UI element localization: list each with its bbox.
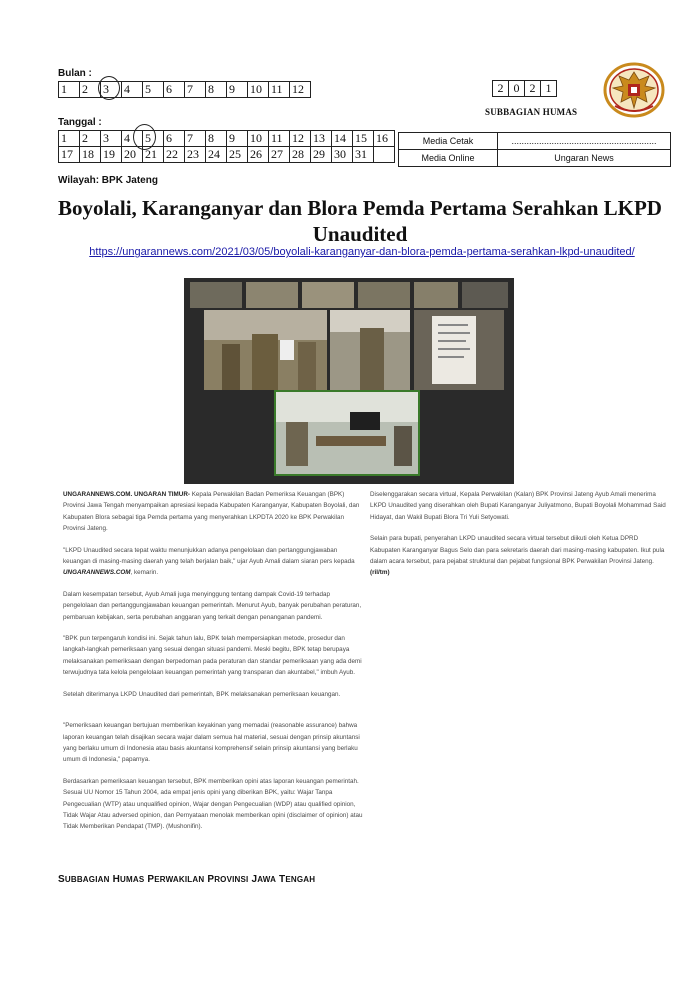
article-lead: UNGARANNEWS.COM. UNGARAN TIMUR- — [63, 491, 190, 498]
date-cell: 27 — [269, 147, 290, 163]
month-cell: 2 — [80, 82, 101, 98]
date-cell: 4 — [122, 131, 143, 147]
date-cell: 16 — [374, 131, 395, 147]
date-cell: 25 — [227, 147, 248, 163]
month-cell: 7 — [185, 82, 206, 98]
date-cell: 3 — [101, 131, 122, 147]
year-digit: 0 — [509, 81, 525, 97]
article-url[interactable]: https://ungarannews.com/2021/03/05/boyolali-karanganyar-dan-blora-pemda-pertama-serahkan-lkpd-unaudited/ — [89, 246, 635, 258]
date-cell: 8 — [206, 131, 227, 147]
subbagian-humas-heading: SUBBAGIAN HUMAS — [485, 107, 578, 117]
article-paragraph: Dalam kesempatan tersebut, Ayub Amali juga menyinggung tentang dampak Covid-19 terhadap pengelolaan dan pertanggungjawaban keuangan pemerintah. Menurut Ayub, banyak perubahan peraturan, pembaruan kebijakan, serta perubahan anggaran yang terkait dengan penanganan pandemi. — [63, 590, 362, 621]
year-box — [492, 80, 557, 97]
selected-date-circle — [133, 124, 156, 150]
date-cell: 18 — [80, 147, 101, 163]
article-site-name: UNGARANNEWS.COM — [63, 569, 131, 577]
date-cell: 10 — [248, 131, 269, 147]
article-paragraph — [63, 545, 363, 579]
article-text: Selain para bupati, penyerahan LKPD unaudited secara virtual tersebut diikuti oleh Ketua DPRD Kabupaten Karanganyar Bagus Selo dan para sekretaris daerah dari masing-masing kabupaten. Ikut pula dalam acara tersebut, para pejabat struktural dan pejabat fungsional BPK Perwakilan Provinsi Jateng. — [370, 535, 665, 566]
date-cell — [374, 147, 395, 163]
article-left-column — [63, 489, 363, 843]
date-cell: 7 — [185, 131, 206, 147]
date-cell: 28 — [290, 147, 311, 163]
date-cell: 19 — [101, 147, 122, 163]
date-cell: 29 — [311, 147, 332, 163]
month-cell: 6 — [164, 82, 185, 98]
date-cell: 15 — [353, 131, 374, 147]
month-cell: 9 — [227, 82, 248, 98]
month-cell: 10 — [248, 82, 269, 98]
date-cell: 30 — [332, 147, 353, 163]
article-paragraph: "Pemeriksaan keuangan bertujuan memberikan keyakinan yang memadai (reasonable assurance) bahwa laporan keuangan telah disajikan secara wajar dalam semua hal material, sesuai dengan prinsip akuntansi yang berlaku umum di Indonesia atau basis akuntansi komprehensif selain prinsip akuntansi yang berlaku umum di Indonesia," paparnya. — [63, 722, 360, 764]
date-grid — [58, 130, 395, 163]
date-cell: 24 — [206, 147, 227, 163]
date-cell: 22 — [164, 147, 185, 163]
bulan-label: Bulan : — [58, 68, 92, 79]
month-cell: 1 — [59, 82, 80, 98]
date-cell: 5 — [143, 131, 164, 147]
year-digit: 1 — [541, 81, 557, 97]
footer-signature: SUBBAGIAN HUMAS PERWAKILAN PROVINSI JAWA TENGAH — [58, 874, 316, 885]
date-cell: 31 — [353, 147, 374, 163]
selected-month-circle — [98, 76, 120, 100]
article-text: "LKPD Unaudited secara tepat waktu menunjukkan adanya pengelolaan dan pertanggungjawaban keuangan di masing-masing daerah yang telah berjalan baik," ujar Ayub Amali dalam siaran pers kepada — [63, 546, 355, 566]
media-cetak-label: Media Cetak — [399, 133, 498, 150]
tanggal-label: Tanggal : — [58, 117, 102, 128]
article-right-column — [370, 489, 670, 589]
article-paragraph: Berdasarkan pemeriksaan keuangan tersebut, BPK memberikan opini atas laporan keuangan pemerintah. Sesuai UU Nomor 15 Tahun 2004, ada empat jenis opini yang diberikan BPK, yaitu: Wajar Tanpa Pengecualian (WTP) atau unqualified opinion, Wajar dengan Pengecualian (WDP) atau qualified opinion, Tidak Wajar Atau adversed opinion, dan Pernyataan menolak memberikan opini (disclaimer of opinion) atau Tidak Memberikan Pendapat (TMP). (Mushonifin). — [63, 777, 363, 831]
month-cell: 8 — [206, 82, 227, 98]
date-cell: 23 — [185, 147, 206, 163]
month-cell: 11 — [269, 82, 290, 98]
bpk-logo — [603, 62, 665, 118]
article-paragraph: Setelah diterimanya LKPD Unaudited dari pemerintah, BPK melaksanakan pemeriksaan keuangan. — [63, 690, 341, 698]
date-cell: 26 — [248, 147, 269, 163]
article-photo — [184, 278, 514, 484]
article-paragraph — [63, 489, 363, 535]
date-cell: 20 — [122, 147, 143, 163]
month-cell: 4 — [122, 82, 143, 98]
date-cell: 2 — [80, 131, 101, 147]
date-cell: 13 — [311, 131, 332, 147]
media-online-value: Ungaran News — [498, 150, 671, 167]
article-title: Boyolali, Karanganyar dan Blora Pemda Pertama Serahkan LKPD Unaudited — [58, 196, 662, 246]
article-paragraph: "BPK pun terpengaruh kondisi ini. Sejak tahun lalu, BPK telah mempersiapkan metode, prosedur dan langkah-langkah pemeriksaan yang sesuai dengan situasi pandemi. Meski begitu, BPK tetap berupaya melaksanakan pemeriksaan dengan berpedoman pada peraturan dan standar pemeriksaan yang ada demi terwujudnya tata kelola pengelolaan keuangan pemerintah yang transparan dan akuntabel," imbuh Ayub. — [63, 635, 362, 677]
month-cell: 12 — [290, 82, 311, 98]
media-table — [398, 132, 671, 167]
article-paragraph — [370, 533, 670, 579]
date-cell: 17 — [59, 147, 80, 163]
date-cell: 6 — [164, 131, 185, 147]
month-cell: 3 — [101, 82, 122, 98]
article-paragraph: Diselenggarakan secara virtual, Kepala Perwakilan (Kalan) BPK Provinsi Jateng Ayub Amali menerima LKPD Unaudited yang diserahkan oleh Bupati Karanganyar Juliyatmono, Bupati Boyolali Mohammad Said Hidayat, dan Wakil Bupati Blora Tri Yuli Setyowati. — [370, 491, 666, 521]
year-digit: 2 — [525, 81, 541, 97]
wilayah-label: Wilayah: BPK Jateng — [58, 175, 158, 186]
article-tag: (ril/tm) — [370, 569, 390, 577]
date-cell: 14 — [332, 131, 353, 147]
media-online-label: Media Online — [399, 150, 498, 167]
month-cell: 5 — [143, 82, 164, 98]
date-cell: 11 — [269, 131, 290, 147]
article-text: , kemarin. — [130, 569, 159, 577]
year-digit: 2 — [493, 81, 509, 97]
date-cell: 12 — [290, 131, 311, 147]
month-grid — [58, 81, 311, 98]
date-cell: 21 — [143, 147, 164, 163]
media-cetak-value: .......................................................... — [498, 133, 671, 150]
date-cell: 9 — [227, 131, 248, 147]
article-text: Kepala Perwakilan Badan Pemeriksa Keuangan (BPK) Provinsi Jawa Tengah menyampaikan apresiasi kepada Kabupaten Karanganyar, Kabupaten Boyolali, dan Kabupaten Blora sebagai tiga Pemda pertama yang menyerahkan LKPDTA 2020 ke BPK Perwakilan Provinsi Jateng. — [63, 491, 360, 533]
date-cell: 1 — [59, 131, 80, 147]
